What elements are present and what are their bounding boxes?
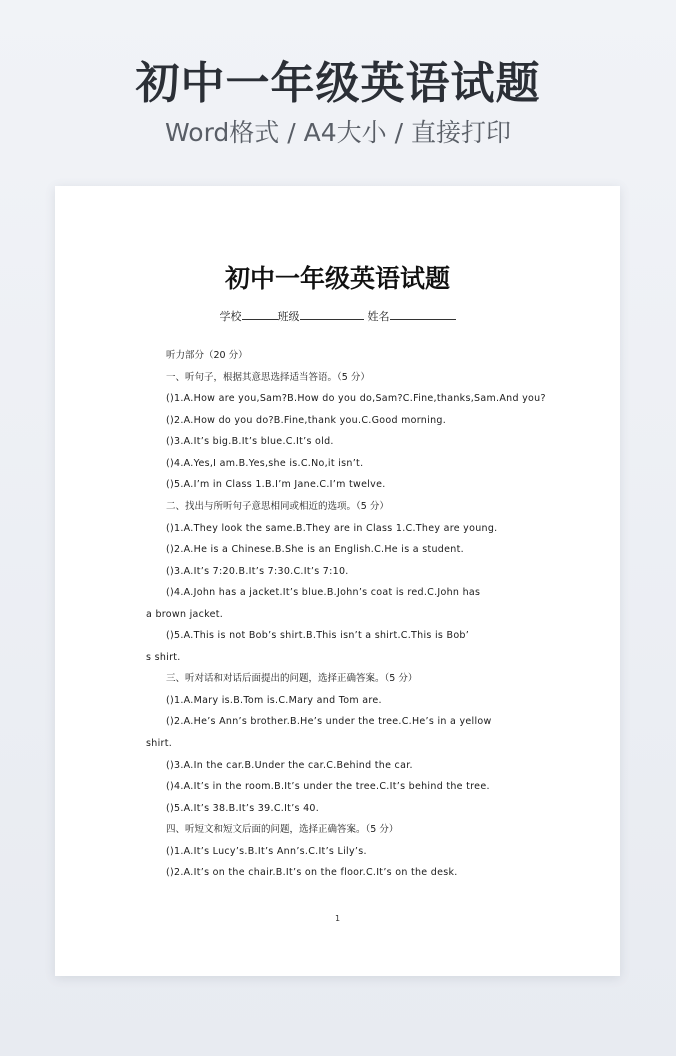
question-line-continued: s shirt. [146, 652, 181, 663]
section-1-heading: 一、听句子，根据其意思选择适当答语。（5 分） [166, 372, 370, 383]
question-line: ()3.A.It’s big.B.It’s blue.C.It’s old. [166, 436, 334, 447]
banner-subtitle: Word格式 / A4大小 / 直接打印 [165, 118, 511, 147]
section-2-heading: 二、找出与所听句子意思相同或相近的选项。（5 分） [166, 501, 389, 512]
name-label: 姓名 [367, 310, 390, 323]
question-line: ()1.A.How are you,Sam?B.How do you do,Sam?C.Fine,thanks,Sam.And you? [166, 393, 546, 404]
question-line: ()4.A.It’s in the room.B.It’s under the tree.C.It’s behind the tree. [166, 781, 490, 792]
question-line-continued: shirt. [146, 738, 173, 749]
class-label: 班级 [277, 310, 300, 323]
question-line: ()3.A.In the car.B.Under the car.C.Behind the car. [166, 760, 413, 771]
question-line: ()4.A.Yes,I am.B.Yes,she is.C.No,it isn’t. [166, 458, 364, 469]
section-4-heading: 四、听短文和短文后面的问题，选择正确答案。（5 分） [166, 824, 399, 835]
class-blank [300, 309, 364, 320]
question-line: ()4.A.John has a jacket.It’s blue.B.John’s coat is red.C.John has [166, 587, 481, 598]
question-line: ()2.A.How do you do?B.Fine,thank you.C.Good morning. [166, 415, 447, 426]
question-line: ()2.A.It’s on the chair.B.It’s on the floor.C.It’s on the desk. [166, 867, 458, 878]
document-page [55, 186, 620, 976]
school-blank [242, 309, 278, 320]
page-number: 1 [334, 914, 341, 923]
question-line: ()1.A.Mary is.B.Tom is.C.Mary and Tom are. [166, 695, 382, 706]
question-line: ()1.A.It’s Lucy’s.B.It’s Ann’s.C.It’s Lily’s. [166, 846, 367, 857]
question-line: ()5.A.I’m in Class 1.B.I’m Jane.C.I’m twelve. [166, 479, 386, 490]
school-label: 学校 [219, 310, 242, 323]
student-info-line [55, 308, 620, 324]
document-title: 初中一年级英语试题 [224, 264, 450, 293]
question-line: ()1.A.They look the same.B.They are in Class 1.C.They are young. [166, 523, 498, 534]
question-line: ()5.A.It’s 38.B.It’s 39.C.It’s 40. [166, 803, 320, 814]
section-3-heading: 三、听对话和对话后面提出的问题，选择正确答案。（5 分） [166, 673, 418, 684]
question-line-continued: a brown jacket. [146, 609, 224, 620]
listening-heading: 听力部分（20 分） [166, 350, 248, 361]
question-line: ()3.A.It’s 7:20.B.It’s 7:30.C.It’s 7:10. [166, 566, 349, 577]
question-line: ()2.A.He is a Chinese.B.She is an English.C.He is a student. [166, 544, 464, 555]
banner-title: 初中一年级英语试题 [135, 58, 541, 109]
question-line: ()2.A.He’s Ann’s brother.B.He’s under the tree.C.He’s in a yellow [166, 716, 492, 727]
name-blank [390, 309, 456, 320]
question-line: ()5.A.This is not Bob’s shirt.B.This isn’t a shirt.C.This is Bob’ [166, 630, 470, 641]
